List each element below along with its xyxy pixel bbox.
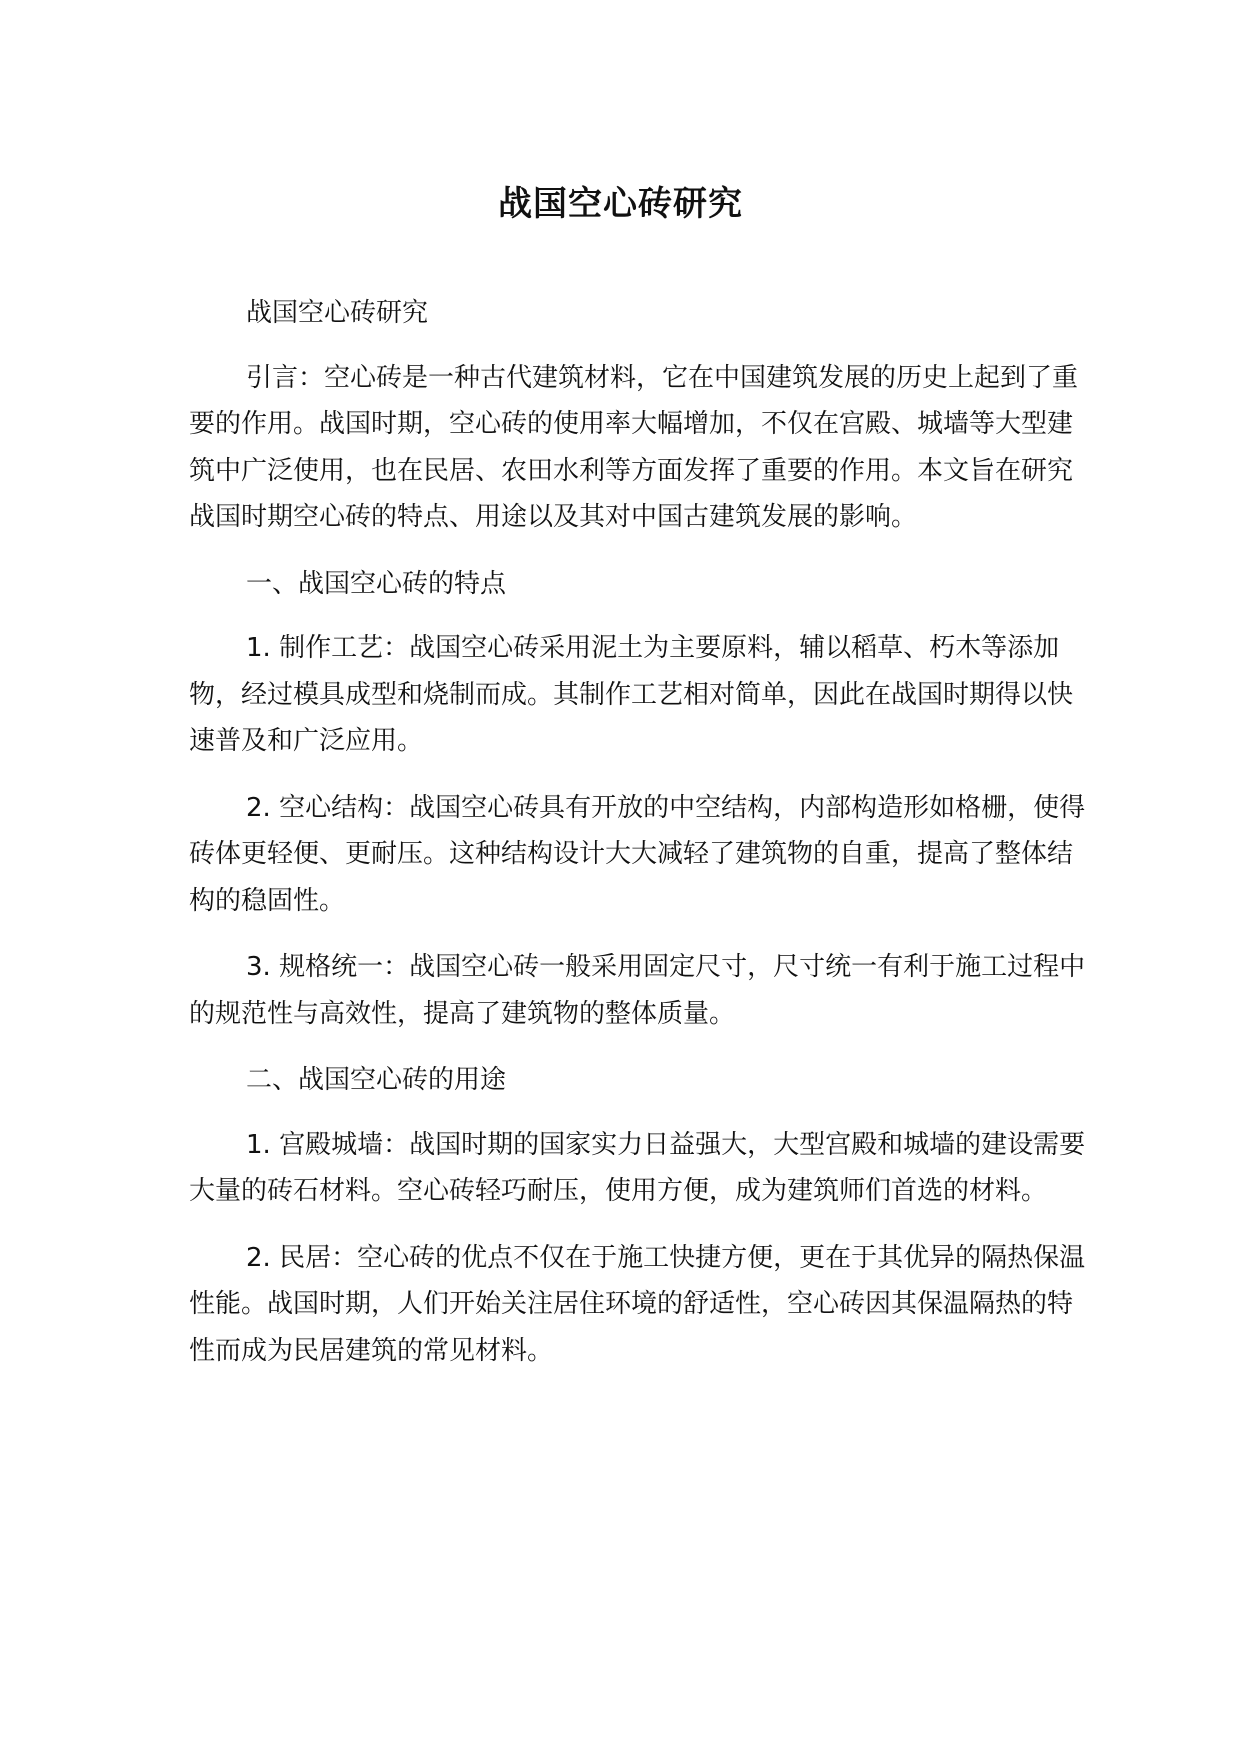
document-body xyxy=(189,290,1093,1394)
section-heading-uses: 二、战国空心砖的用途 xyxy=(246,1065,507,1095)
paragraph-feature-specification: 3. 规格统一：战国空心砖一般采用固定尺寸，尺寸统一有利于施工过程中的规范性与高效性，提高了建筑物的整体质量。 xyxy=(189,952,1086,1029)
paragraph-use-palace: 1. 宫殿城墙：战国时期的国家实力日益强大，大型宫殿和城墙的建设需要大量的砖石材料。空心砖轻巧耐压，使用方便，成为建筑师们首选的材料。 xyxy=(189,1129,1086,1206)
paragraph-use-dwelling: 2. 民居：空心砖的优点不仅在于施工快捷方便，更在于其优异的隔热保温性能。战国时期，人们开始关注居住环境的舒适性，空心砖因其保温隔热的特性而成为民居建筑的常见材料。 xyxy=(189,1242,1086,1366)
document-title: 战国空心砖研究 xyxy=(498,184,743,224)
section-heading-features: 一、战国空心砖的特点 xyxy=(246,568,507,599)
paragraph-feature-structure: 2. 空心结构：战国空心砖具有开放的中空结构，内部构造形如格栅，使得砖体更轻便、更耐压。这种结构设计大大减轻了建筑物的自重，提高了整体结构的稳固性。 xyxy=(189,792,1086,916)
paragraph-feature-craft: 1. 制作工艺：战国空心砖采用泥土为主要原料，辅以稻草、朽木等添加物，经过模具成型和烧制而成。其制作工艺相对简单，因此在战国时期得以快速普及和广泛应用。 xyxy=(189,633,1074,756)
paragraph-subtitle: 战国空心砖研究 xyxy=(246,298,429,328)
paragraph-introduction: 引言：空心砖是一种古代建筑材料，它在中国建筑发展的历史上起到了重要的作用。战国时期，空心砖的使用率大幅增加，不仅在宫殿、城墙等大型建筑中广泛使用，也在民居、农田水利等方面发挥了重要的作用。本文旨在研究战国时期空心砖的特点、用途以及其对中国古建筑发展的影响。 xyxy=(189,362,1079,532)
